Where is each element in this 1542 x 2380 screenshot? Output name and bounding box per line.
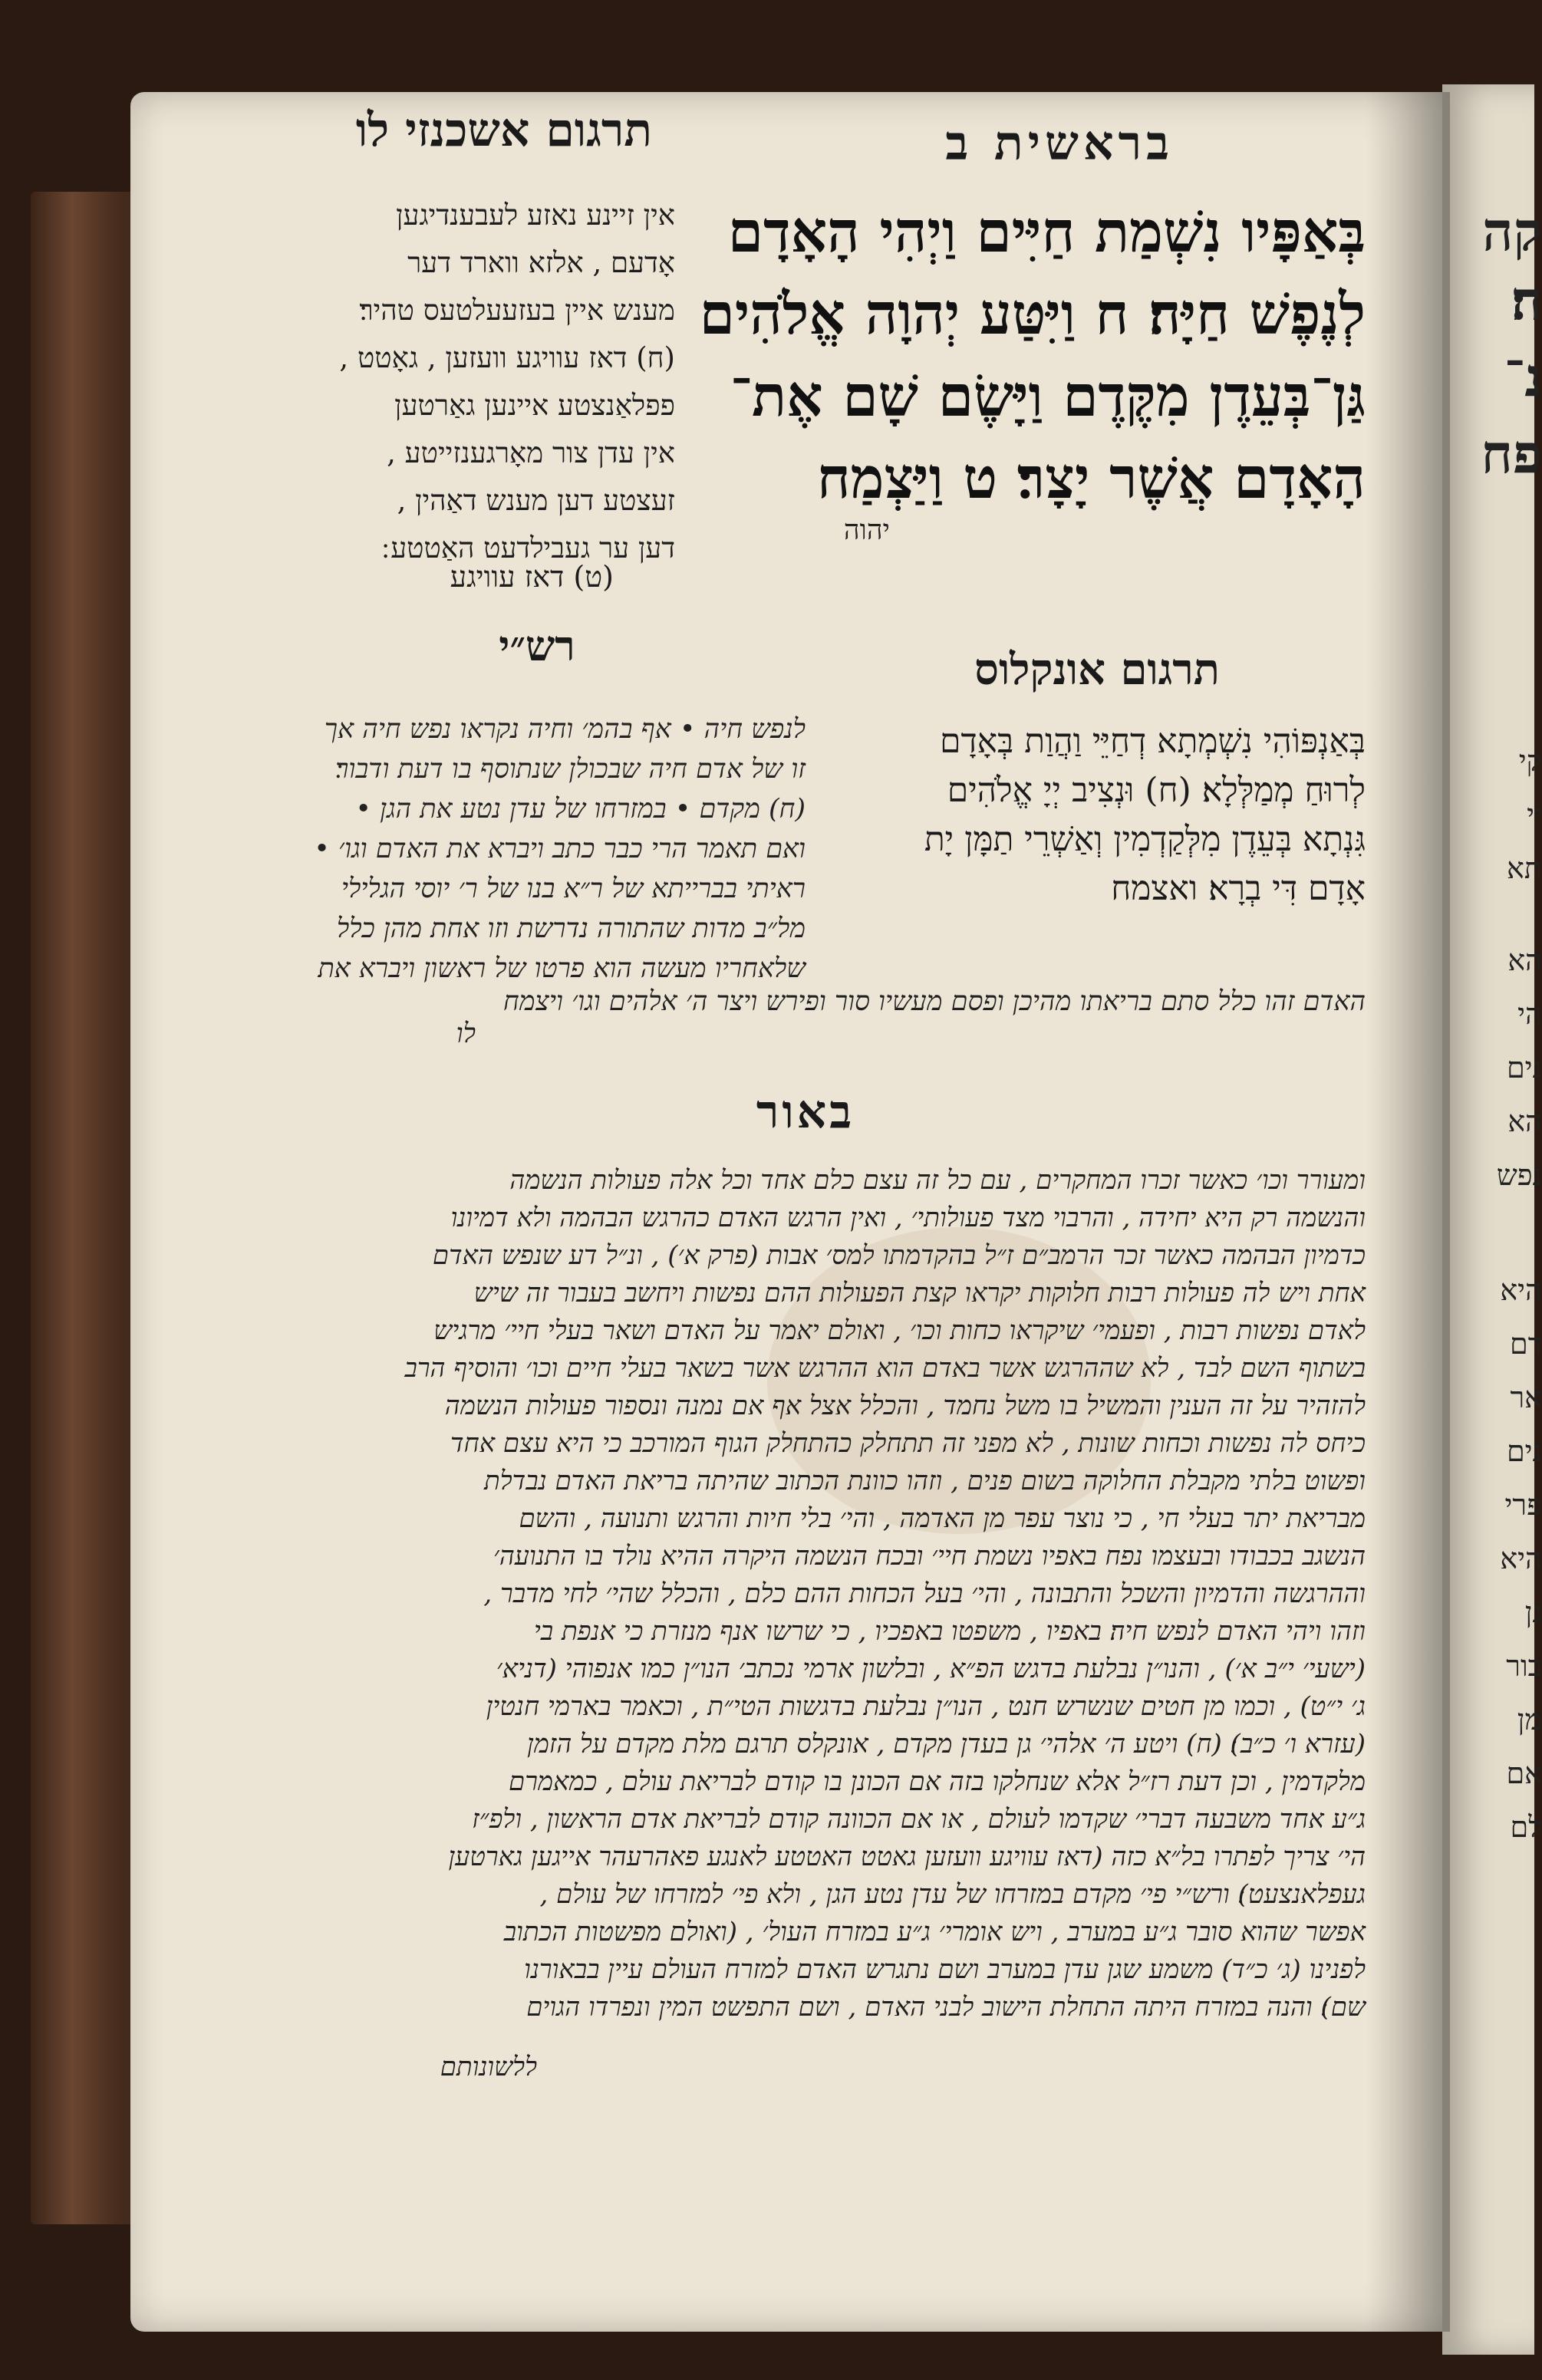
next-page-fragment: ה׃ [1511,268,1542,332]
rashi-line: שלאחריו מעשה הוא פרטו של ראשון ויברא את [318,953,806,984]
yiddish-line: מענש איין בעזעעלטעס טהיר׃ [359,294,675,327]
next-page-fragment: נ־ [1504,345,1542,409]
verse-line: בְּאַפָּיו נִשְׁמַת חַיִּים וַיְהִי הָאָדָם [727,199,1366,265]
next-page-fragment: הא [1507,1104,1542,1138]
rashi-line: לנפש חיה • אף בהמ׳ וחיה נקראו נפש חיה אך [324,714,806,745]
next-page-fragment: אר [1510,1381,1542,1414]
biur-line: כיחס לה נפשות וכחות שונות , לא מפני זה תתחלק כהתחלק הגוף המורכב כי היא עצם אחד [450,1428,1366,1459]
next-page-fragment: נים [1506,1051,1542,1085]
biur-last-word: ללשונותם [440,2052,537,2082]
yiddish-translation [245,192,675,572]
biur-line: געפלאנצעט)׃ ורש״י פי׳ מקדם במזרחו של עדן נטע הגן , ולא פי׳ למזרחו של עולם , [539,1879,1366,1910]
next-page-fragment: קה [1482,199,1542,263]
next-page-edge [1442,84,1542,2355]
header-left-title: תרגום אשכנזי לו [355,104,652,157]
biur-line: שם)׃ והנה במזרח היתה התחלת הישוב לבני האדם , ושם התפשט המין ונפרדו הגוים [526,1992,1366,2023]
verse-line: גַּן־בְּעֵדֶן מִקֶּדֶם וַיָּשֶׂם שָׁם אֶת־ [730,364,1366,430]
onkelos-line: בְּאַנְפּוֹהִי נִשְׁמְתָא דְחַיֵּי וַהֲוַת בְּאָדָם [940,722,1366,761]
biur-title: באור [756,1085,855,1139]
onkelos-line: גִּנְתָא בְּעֵדֶן מִלְּקַדְמִין וְאַשְׁרֵי תַמָּן יָת [924,820,1366,859]
next-page-fragment: אם [1506,1756,1542,1790]
next-page-fragment: גן [1524,1595,1542,1629]
biur-line: אפשר שהוא סובר ג״ע במערב , ויש אומרי׳ ג״ע במזרח העול׳ , (ואולם מפשטות הכתוב [503,1917,1366,1947]
yiddish-catchword: (ט) דאז עוויגע [450,560,614,594]
next-page-fragment: קי [1518,744,1542,778]
biur-line: הנשגב בכבודו ובעצמו נפח באפיו נשמת חיי׳ ובכח הנשמה היקרה ההיא נולד בו התנועה׳ [493,1541,1366,1572]
biur-line: וזהו ויהי האדם לנפש חיה׃ באפיו , משפטו באפכיו , כי שרשו אנף מנזרת כי אנפת בי [533,1616,1366,1647]
yiddish-line: אין עדן צור מאָרגענזייטע , [387,436,675,469]
biur-line: להזהיר על זה הענין והמשיל בו משל נחמד , והכלל אצל אף אם נמנה ונספור פעולות הנשמה [444,1391,1366,1421]
yiddish-line: זעצטע דען מענש דאַהין , [397,484,675,517]
biur-line: אחת ויש לה פעולות רבות חלוקות יקראו קצת הפעולות ההם נפשות ויחשב בעבור זה שיש [473,1278,1366,1309]
biur-line: ומעורר וכו׳ כאשר זכרו המחקרים , עם כל זה עצם כלם אחד וכל אלה פעולות הנשמה [509,1165,1366,1196]
biur-line: (עזרא ו׳ כ״ב)׃ (ח) ויטע ה׳ אלהי׳ גן בעדן מקדם , אונקלס תרגם מלת מקדם על הזמן [527,1729,1366,1759]
onkelos-line: לְרוּחַ מְמַלְּלָא׃ (ח) וּנְצִיב יְיָ אֱלֹהִים [947,771,1366,810]
biur-line: הי׳ צריך לפתרו בל״א כזה (דאז עוויגע וועזען גאטט האטטע לאנגע פאהרעהר אייגען גארטען [448,1842,1366,1872]
rashi-continuation [253,986,1366,1050]
rashi-line: מל״ב מדות שהתורה נדרשת וזו אחת מהן כלל [336,913,806,944]
next-page-fragment: לם [1510,1810,1542,1844]
next-page-fragment: פח [1481,422,1542,486]
next-page-fragment: נים [1506,1434,1542,1468]
rashi-title: רש״י [499,621,575,670]
verse-line: לְנֶפֶשׁ חַיָּה׃ ח וַיִּטַּע יְהוָה אֱלֹהִים [699,281,1366,347]
next-page-fragment: היא [1500,1542,1542,1575]
header-right-title: בראשית ב [945,115,1174,171]
biur-line: והנשמה רק היא יחידה , והרבוי מצד פעולותי׳ , ואין הרגש האדם כהרגש הבהמה ולא דמיונו [450,1203,1366,1233]
verse-text [690,192,1366,520]
rashi-line: ראיתי בברייתא של ר״א בנו של ר׳ יוסי הגלילי [341,874,806,904]
verse-margin-note: יהוה [843,515,890,546]
biur-line: ג׳ י״ט) , וכמו מן חטים שנשרש חנט , הנו״ן נבלעת בדגשות הטי״ת , וכאמר בארמי חנטין [486,1691,1366,1722]
next-page-fragment: בור [1506,1649,1542,1683]
yiddish-line: אין זיינע נאזע לעבענדיגען [396,199,675,232]
onkelos-line: אָדָם דִּי בְרָא׃ ואצמח [1111,869,1366,908]
biur-line: לפנינו (ג׳ כ״ד) משמע שגן עדן במערב ושם נתגרש האדם למזרח העולם עיין בבאורנו [524,1954,1366,1985]
biur-line: מלקדמין , וכן דעת רז״ל אלא שנחלקו בזה אם הכונן בו קודם לבריאת עולם , כמאמרם [508,1766,1366,1797]
biur-line: וההרגשה והדמיון והשכל והתבונה , והי׳ בעל הכחות ההם כלם , והכלל שהי׳ לחי מדבר , [483,1578,1366,1609]
rashi-line: זו של אדם חיה שבכולן שנתוסף בו דעת ודבור׃ [335,754,806,785]
verse-line: הָאָדָם אֲשֶׁר יָצָר׃ ט וַיַּצְמַח [816,446,1366,512]
rashi-commentary [253,709,806,989]
biur-line: כדמיון הבהמה כאשר זכר הרמב״ם ז״ל בהקדמתו למס׳ אבות (פרק א׳) , ונ״ל דע שנפש האדם [432,1240,1366,1271]
biur-commentary [230,1162,1366,2026]
next-page-fragment: הי [1517,997,1542,1031]
biur-line: (ישעי׳ י״ב א׳) , והנו״ן נבלעת בדגש הפ״א , ובלשון ארמי נכתב׳ הנו״ן כמו אנפוהי (דניא׳ [496,1654,1366,1684]
next-page-fragment: פרי [1504,1488,1542,1522]
biur-line: בשתוף השם לבד , לא שההרגש אשר באדם הוא ההרגש אשר בשאר בעלי חיים וכו׳ והוסיף הרב [404,1353,1366,1384]
next-page-fragment: תא [1507,851,1542,885]
page-gutter-shadow [1366,92,1450,2332]
biur-line: ג״ע אחד משבעה דברי׳ שקדמו לעולם , או אם הכוונה קודם לבריאת אדם הראשון , ולפ״ז [472,1804,1366,1835]
yiddish-line: (ח) דאז עוויגע וועזען , גאָטט , [339,341,675,374]
rashi-tail-line: האדם זהו כלל סתם בריאתו מהיכן ופסם מעשיו סור ופירש ויצר ה׳ אלהים וגו׳ ויצמח [503,986,1366,1017]
yiddish-line: דען ער געבילדעט האַטטע ׃ [381,532,675,565]
next-page-fragment: נפש [1496,1158,1542,1192]
next-page-fragment: דם [1510,1327,1542,1361]
biur-line: לאדם נפשות רבות , ופעמי׳ שיקראו כחות וכו׳ , ואולם יאמר על האדם ושאר בעלי חיי׳ מרגיש [433,1315,1366,1346]
yiddish-line: פפלאַנצטע איינען גאַרטען [394,389,675,422]
rashi-tail-line: לו [456,1019,476,1049]
biur-line: ופשוט בלתי מקבלת החלוקה בשום פנים , וזהו כוונת הכתוב שהיתה בריאת האדם נבדלת [484,1466,1366,1496]
biur-line: מבריאת יתר בעלי חי , כי נוצר עפר מן האדמה , והי׳ בלי חיות והרגש ותנועה , והשם [519,1503,1366,1534]
next-page-fragment: היא [1500,1273,1542,1307]
rashi-line: ואם תאמר הרי כבר כתב ויברא את האדם וגו׳ • [314,834,806,864]
onkelos-translation [813,717,1366,913]
next-page-fragment: הא [1507,943,1542,977]
rashi-line: (ח) מקדם • במזרחו של עדן נטע את הגן • [355,794,806,825]
next-page-fragment: מן [1517,1703,1542,1736]
next-page-fragment: יי [1527,798,1542,831]
yiddish-line: אָדעם , אלזא ווארד דער [407,246,675,279]
onkelos-title: תרגום אונקלוס [974,644,1220,695]
